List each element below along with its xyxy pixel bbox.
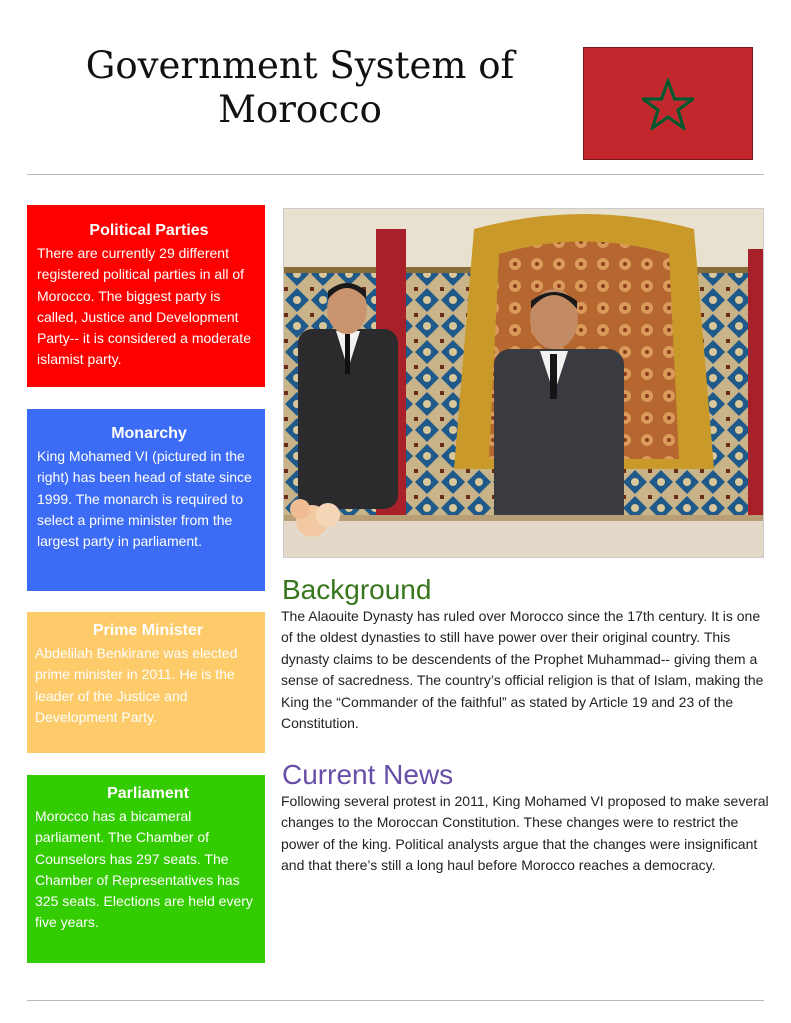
top-divider — [27, 174, 764, 175]
prime-minister-heading: Prime Minister — [92, 622, 204, 639]
current-news-heading: Current News — [282, 759, 454, 790]
title-line-1: Government System of — [85, 44, 515, 87]
page-title — [70, 44, 530, 132]
title-line-2: Morocco — [218, 88, 382, 131]
political-parties-heading: Political Parties — [89, 222, 209, 239]
parliament-text: Morocco has a bicameral parliament. The Chamber of Counselors has 297 seats. The Chamber of Representatives has 325 seats. Elections are held every five years. — [35, 808, 253, 931]
green-star-icon — [642, 78, 694, 130]
king-photo-illustration — [284, 209, 764, 558]
king-photo — [283, 208, 764, 558]
prime-minister-box — [27, 612, 265, 753]
bottom-divider — [27, 1000, 764, 1001]
background-heading: Background — [282, 574, 432, 605]
monarchy-heading: Monarchy — [111, 425, 187, 442]
monarchy-text: King Mohamed VI (pictured in the right) has been head of state since 1999. The monarch is required to select a prime minister from the largest party in parliament. — [37, 448, 252, 550]
monarchy-box — [27, 409, 265, 591]
morocco-flag-image — [583, 47, 753, 160]
political-parties-box — [27, 205, 265, 387]
prime-minister-text: Abdelilah Benkirane was elected prime minister in 2011. He is the leader of the Justice and Development Party. — [35, 645, 238, 725]
parliament-box — [27, 775, 265, 963]
current-news-text: Following several protest in 2011, King Mohamed VI proposed to make several changes to the Moroccan Constitution. These changes were to restrict the power of the king. Political analysts argue that the changes were insignificant and that there’s still a long haul before Morocco reaches a democracy. — [281, 793, 769, 874]
background-text: The Alaouite Dynasty has ruled over Morocco since the 17th century. It is one of the oldest dynasties to still have power over their original country. This dynasty claims to be descendents of the Prophet Muhammad-- giving them a sense of sacredness. The country’s official religion is that of Islam, making the King the “Commander of the faithful” as stated by Article 19 and 23 of the Constitution. — [281, 608, 764, 732]
political-parties-text: There are currently 29 different registered political parties in all of Morocco. The biggest party is called, Justice and Development Party-- it is considered a moderate islamist party. — [37, 245, 251, 368]
parliament-heading: Parliament — [107, 785, 189, 802]
